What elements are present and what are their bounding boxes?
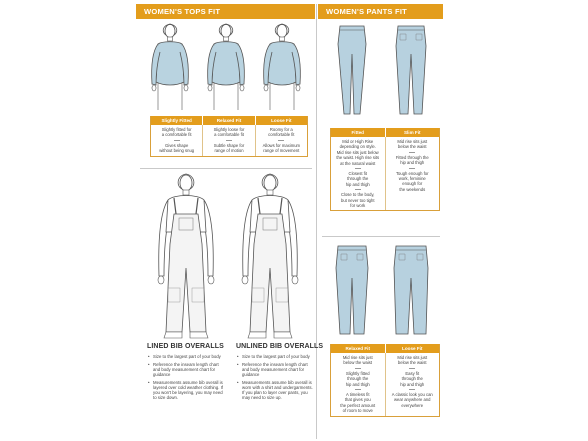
pants-fit-name: Fitted (331, 128, 385, 137)
tops-fit-desc: Slightly fitted for a comfortable fit Gives shape without being snug (151, 125, 203, 156)
list-item: • Size to the largest part of your body (237, 354, 313, 359)
tops-figures (144, 22, 312, 112)
tops-fit-name: Slightly Fitted (151, 116, 202, 125)
pants-fit-header: WOMEN'S PANTS FIT (318, 4, 443, 19)
pants-fit-desc: Mid rise sits just below the waist Slightly fitted through the hip and thigh A timeless fit that gives you the perfect amount of room to move (331, 353, 386, 416)
list-item: • Reference the inseam length chart and body measurement chart for guidance (148, 362, 226, 378)
list-item: • Reference the inseam length chart and body measurement chart for guidance (237, 362, 313, 378)
pants-figures-bottom (330, 244, 440, 336)
tops-fit-desc: Slightly loose for a comfortable fit Subtle shape for range of motion (203, 125, 255, 156)
tops-fit-table (150, 116, 308, 157)
tops-fit-desc: Roomy for a comfortable fit Allows for maximum range of movement (262, 127, 301, 154)
tops-section-divider (140, 168, 312, 169)
list-item: • Measurements assume bib overall is layered over cold weather clothing. If you won't be layering, you may need to size down. (148, 380, 226, 401)
tops-fit-name: Loose Fit (255, 116, 307, 125)
panel-divider (316, 4, 317, 439)
tops-fit-name: Relaxed Fit (202, 116, 254, 125)
bib-overall-figures (146, 172, 308, 340)
pants-fit-desc: Mid rise sits just below the waist Easy fit through the hip and thigh A classic look you can wear anywhere and everywhere (391, 355, 433, 408)
unlined-bib-title: UNLINED BIB OVERALLS (236, 343, 324, 350)
pants-figures-top (330, 24, 440, 116)
pants-fit-table-bottom (330, 344, 440, 417)
list-item: • Size to the largest part of your body (148, 354, 226, 359)
pants-section-divider (322, 236, 440, 237)
pants-fit-desc: Mid rise sits just below the waist Fitted through the hip and thigh Tough enough for work, feminine enough for the weekends (395, 139, 429, 192)
unlined-bib-list (237, 354, 313, 403)
pants-fit-desc: Mid or High Rise depending on style. Mid rise sits just below the waist. High rise sits at the natural waist Closest fit through the hip and thigh Close to the body, but never too tight for work (331, 137, 386, 210)
list-item: • Measurements assume bib overall is worn with a shirt and undergarments. If you plan to layer over pants, you may need to size up. (237, 380, 313, 401)
tops-fit-header: WOMEN'S TOPS FIT (136, 4, 315, 19)
lined-bib-title: LINED BIB OVERALLS (147, 343, 224, 350)
pants-fit-table-top (330, 128, 440, 211)
pants-fit-name: Slim Fit (385, 128, 440, 137)
pants-fit-name: Loose Fit (385, 344, 440, 353)
pants-fit-name: Relaxed Fit (331, 344, 385, 353)
lined-bib-list (148, 354, 226, 403)
